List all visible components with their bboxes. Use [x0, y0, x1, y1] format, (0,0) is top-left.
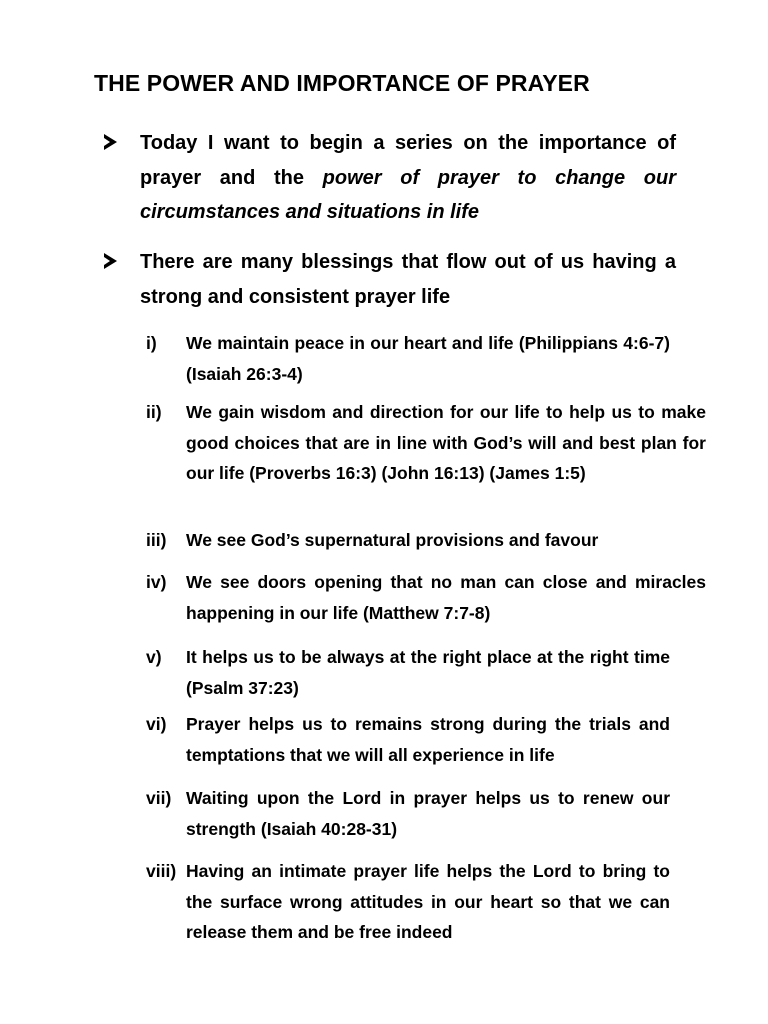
arrow-bullet-icon — [104, 134, 117, 150]
list-item-number: vii) — [146, 788, 172, 808]
document-title: THE POWER AND IMPORTANCE OF PRAYER — [94, 70, 590, 96]
list-item-text: Prayer helps us to remains strong during the trials and temptations that we will all experience in life — [186, 714, 670, 765]
list-item — [146, 709, 670, 770]
arrow-bullet-icon — [104, 253, 117, 269]
list-item-text: We gain wisdom and direction for our life to help us to make good choices that are in line with God’s will and best plan for our life (Proverbs 16:3) (John 16:13) (James 1:5) — [186, 402, 706, 483]
bullet-text-regular: Today I want to begin a series on the importance of prayer and the — [140, 132, 676, 189]
list-item-text: We see doors opening that no man can close and miracles happening in our life (Matthew 7:7-8) — [186, 572, 706, 623]
list-item-number: ii) — [146, 402, 162, 422]
list-item-number: iii) — [146, 530, 167, 550]
list-item-number: vi) — [146, 714, 167, 734]
list-item-text: We maintain peace in our heart and life (Philippians 4:6-7) (Isaiah 26:3-4) — [186, 333, 670, 384]
bullet-text: There are many blessings that flow out of us having a strong and consistent prayer life — [140, 251, 676, 308]
bullet-text-italic: power of prayer to change our circumstances and situations in life — [140, 166, 676, 223]
list-item-number: iv) — [146, 572, 167, 592]
list-item-text: Having an intimate prayer life helps the Lord to bring to the surface wrong attitudes in our heart so that we can release them and be free indeed — [186, 861, 670, 942]
list-item — [146, 328, 670, 389]
bullet-text — [140, 126, 676, 230]
list-item-text: Waiting upon the Lord in prayer helps us to renew our strength (Isaiah 40:28-31) — [186, 788, 670, 839]
list-item — [146, 856, 670, 948]
list-item — [146, 783, 670, 844]
list-item — [146, 525, 706, 556]
list-item — [146, 642, 670, 703]
list-item — [146, 397, 706, 489]
list-item-number: i) — [146, 333, 157, 353]
list-item — [146, 567, 706, 628]
list-item-number: v) — [146, 647, 162, 667]
bullet-point — [104, 245, 676, 314]
list-item-text: We see God’s supernatural provisions and favour — [186, 530, 599, 550]
list-item-number: viii) — [146, 861, 177, 881]
bullet-point — [104, 126, 676, 230]
list-item-text: It helps us to be always at the right place at the right time (Psalm 37:23) — [186, 647, 670, 698]
